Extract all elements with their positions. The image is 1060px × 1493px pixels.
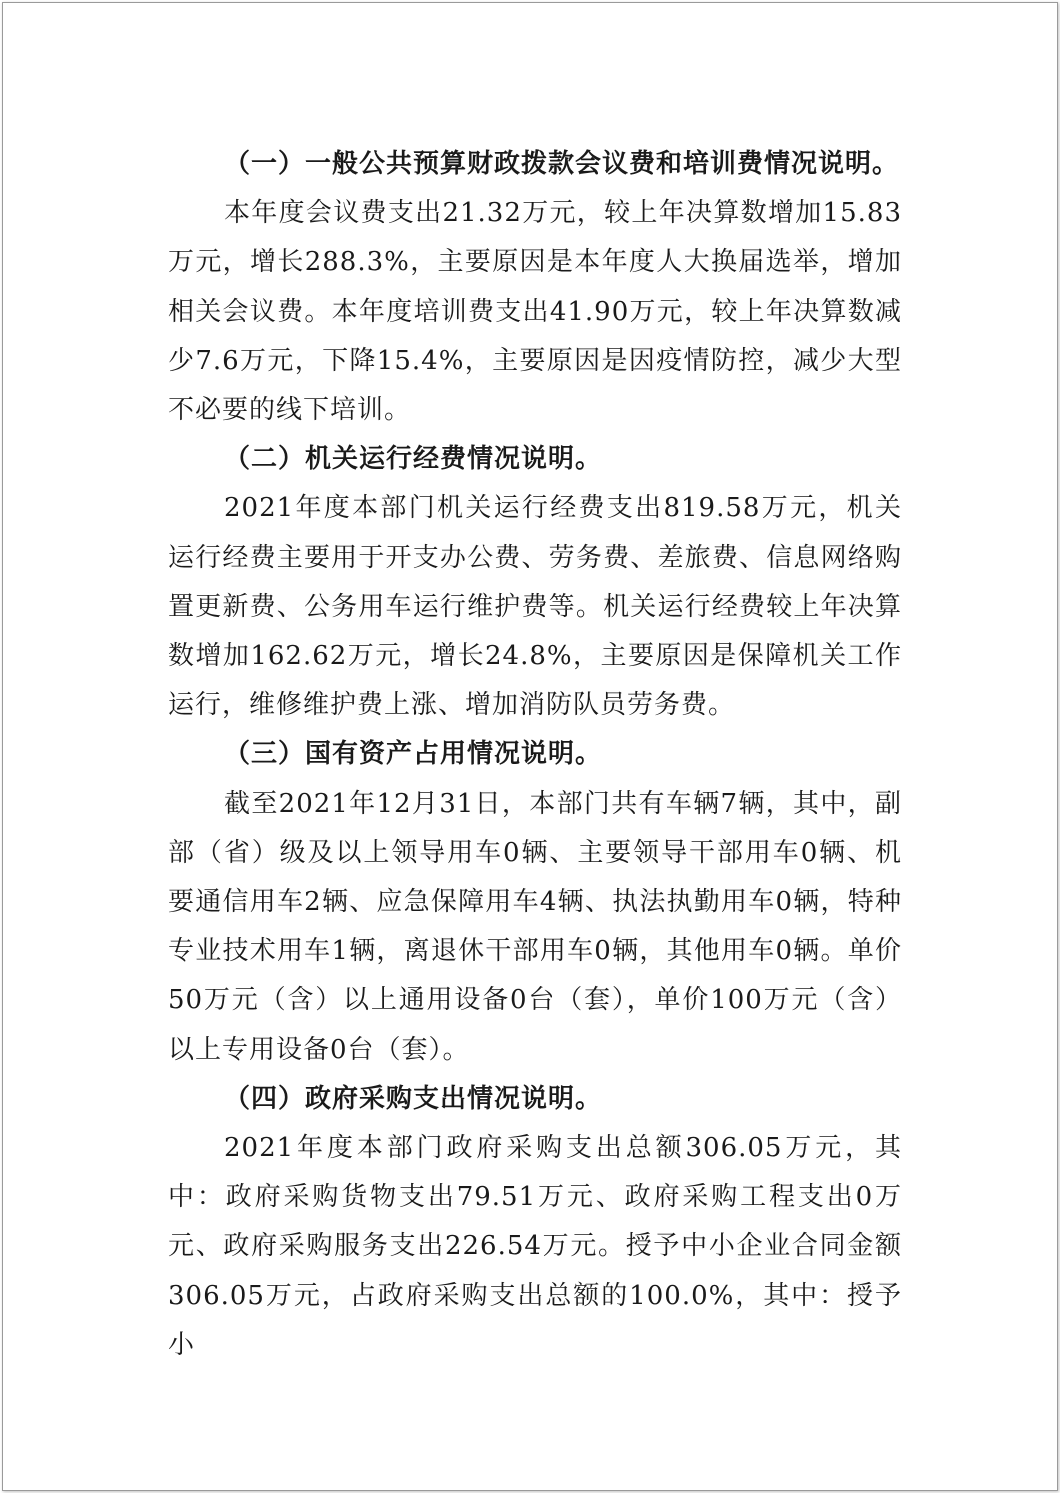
section-1-heading: （一）一般公共预算财政拨款会议费和培训费情况说明。 (224, 149, 900, 179)
section-3-paragraph: 截至2021年12月31日，本部门共有车辆7辆，其中，副部（省）级及以上领导用车0辆、主要领导干部用车0辆、机要通信用车2辆、应急保障用车4辆、执法执勤用车0辆，特种专业技术用车1辆，离退休干部用车0辆，其他用车0辆。单价50万元（含）以上通用设备0台（套），单价100万元（含）以上专用设备0台（套）。 (168, 788, 902, 1065)
document-page (2, 2, 1058, 1491)
section-2-paragraph: 2021年度本部门机关运行经费支出819.58万元，机关运行经费主要用于开支办公费、劳务费、差旅费、信息网络购置更新费、公务用车运行维护费等。机关运行经费较上年决算数增加162.62万元，增长24.8%，主要原因是保障机关工作运行，维修维护费上涨、增加消防队员劳务费。 (168, 493, 902, 721)
document-body (168, 140, 902, 1370)
section-3-heading: （三）国有资产占用情况说明。 (224, 739, 603, 770)
section-4-paragraph: 2021年度本部门政府采购支出总额306.05万元，其中：政府采购货物支出79.51万元、政府采购工程支出0万元、政府采购服务支出226.54万元。授予中小企业合同金额306.05万元，占政府采购支出总额的100.0%，其中：授予小 (168, 1133, 902, 1360)
section-2-heading: （二）机关运行经费情况说明。 (224, 444, 603, 475)
section-1-paragraph: 本年度会议费支出21.32万元，较上年决算数增加15.83万元，增长288.3%，主要原因是本年度人大换届选举，增加相关会议费。本年度培训费支出41.90万元，较上年决算数减少7.6万元，下降15.4%，主要原因是因疫情防控，减少大型不必要的线下培训。 (168, 198, 902, 426)
section-4-heading: （四）政府采购支出情况说明。 (224, 1083, 603, 1114)
